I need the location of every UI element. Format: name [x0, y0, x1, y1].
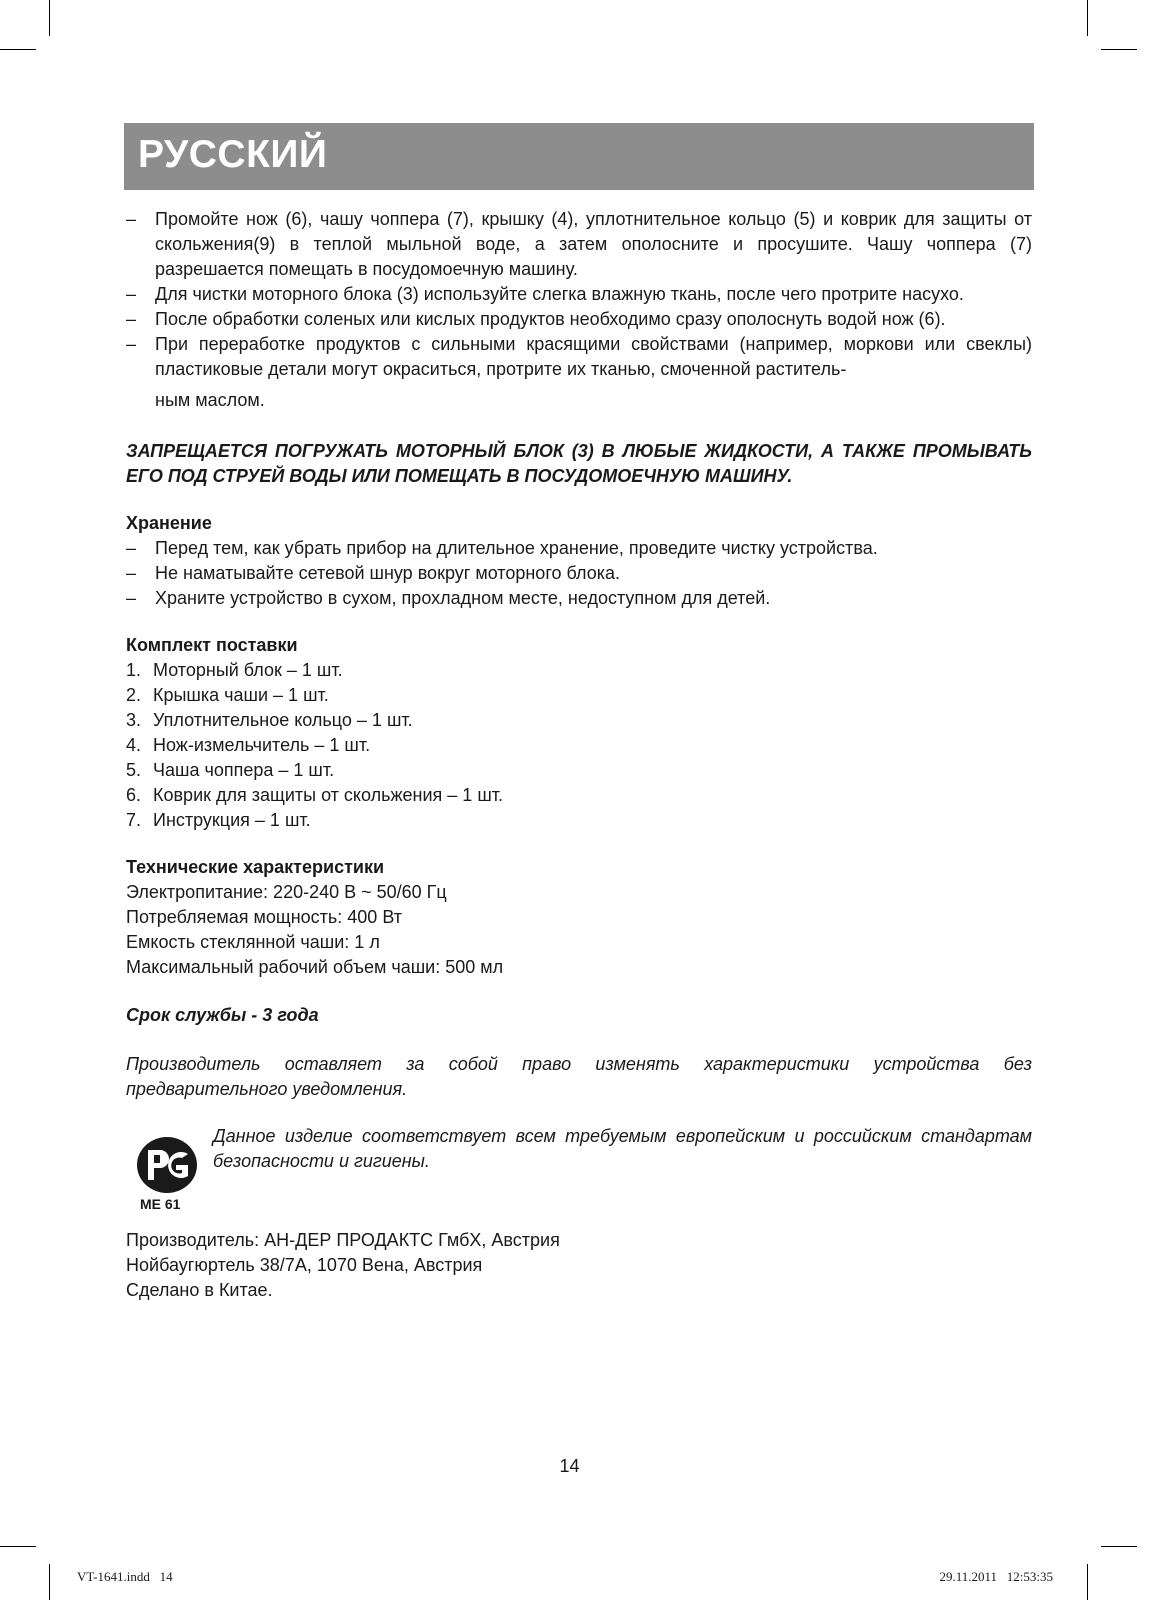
item-text: Нож-измельчитель – 1 шт.: [153, 735, 371, 755]
list-item: [126, 683, 1032, 708]
service-life: Срок службы - 3 года: [126, 1005, 319, 1025]
certification-block: [126, 1124, 1032, 1216]
crop-mark: [1087, 1564, 1088, 1600]
manufacturer-line: Производитель: АН-ДЕР ПРОДАКТС ГмбХ, Австрия: [126, 1230, 560, 1250]
list-item: – Не наматывайте сетевой шнур вокруг моторного блока.: [126, 561, 1032, 586]
item-text: Инструкция – 1 шт.: [153, 810, 311, 830]
list-item: [126, 733, 1032, 758]
list-item: [126, 658, 1032, 683]
specs-heading: Технические характеристики: [126, 857, 385, 877]
package-list: [126, 658, 1032, 833]
list-item: – Перед тем, как убрать прибор на длительное хранение, проведите чистку устройства.: [126, 536, 1032, 561]
item-number: 6.: [126, 785, 142, 805]
crop-mark: [1101, 1546, 1137, 1547]
list-item-text: При переработке продуктов с сильными красящими свойствами (например, моркови или свеклы) пластиковые детали могут окраситься, протрите их тканью, смоченной раститель-: [155, 334, 1032, 379]
cleaning-list: [126, 207, 1032, 413]
storage-list: [126, 536, 1032, 611]
list-item: – Для чистки моторного блока (3) используйте слегка влажную ткань, после чего протрите насухо.: [126, 282, 1032, 307]
manufacturer-line: Сделано в Китае.: [126, 1280, 273, 1300]
item-text: Чаша чоппера – 1 шт.: [153, 760, 335, 780]
crop-mark: [1101, 49, 1137, 50]
spec-line: Электропитание: 220-240 В ~ 50/60 Гц: [126, 882, 447, 902]
item-number: 3.: [126, 710, 142, 730]
item-number: 2.: [126, 685, 142, 705]
certification-text: Данное изделие соответствует всем требуемым европейским и российским стандартам безопасности и гигиены.: [213, 1126, 1032, 1171]
item-text: Моторный блок – 1 шт.: [153, 660, 343, 680]
main-content: [126, 207, 1032, 1303]
list-item: [126, 758, 1032, 783]
package-heading: Комплект поставки: [126, 635, 298, 655]
item-text: Крышка чаши – 1 шт.: [153, 685, 329, 705]
footer-timestamp: 29.11.2011 12:53:35: [939, 1569, 1053, 1584]
item-number: 1.: [126, 660, 142, 680]
footer-file-name: VT-1641.indd 14: [77, 1569, 173, 1584]
item-number: 7.: [126, 810, 142, 830]
crop-mark: [0, 49, 36, 50]
item-text: Коврик для защиты от скольжения – 1 шт.: [153, 785, 504, 805]
list-item-continuation: ным маслом.: [155, 390, 265, 410]
storage-heading: Хранение: [126, 513, 212, 533]
language-header-band: [124, 123, 1034, 190]
spec-line: Максимальный рабочий объем чаши: 500 мл: [126, 957, 504, 977]
list-item: – После обработки соленых или кислых продуктов необходимо сразу ополоснуть водой нож (6).: [126, 307, 1032, 332]
list-item: [126, 332, 1032, 413]
list-item: – Промойте нож (6), чашу чоппера (7), крышку (4), уплотнительное кольцо (5) и коврик для защиты от скольжения(9) в теплой мыльной воде, а затем ополосните и просушите. Чашу чоппера (7) разрешается помещать в посудомоечную машину.: [126, 207, 1032, 282]
disclaimer-text: Производитель оставляет за собой право изменять характеристики устройства без предварительного уведомления.: [126, 1054, 1032, 1099]
page-number: 14: [559, 1456, 580, 1476]
item-number: 5.: [126, 760, 142, 780]
certification-code: МЕ 61: [140, 1196, 181, 1212]
crop-mark: [49, 1564, 50, 1600]
spec-line: Емкость стеклянной чаши: 1 л: [126, 932, 380, 952]
item-text: Уплотнительное кольцо – 1 шт.: [153, 710, 413, 730]
manufacturer-line: Нойбаугюртель 38/7А, 1070 Вена, Австрия: [126, 1255, 483, 1275]
crop-mark: [49, 0, 50, 36]
manufacturer-block: [126, 1228, 1032, 1303]
page-title: РУССКИЙ: [138, 133, 328, 176]
rst-certification-mark-icon: [136, 1136, 198, 1194]
crop-mark: [1087, 0, 1088, 36]
spec-line: Потребляемая мощность: 400 Вт: [126, 907, 402, 927]
warning-text: ЗАПРЕЩАЕТСЯ ПОГРУЖАТЬ МОТОРНЫЙ БЛОК (3) В ЛЮБЫЕ ЖИДКОСТИ, А ТАКЖЕ ПРОМЫВАТЬ ЕГО ПОД СТРУЕЙ ВОДЫ ИЛИ ПОМЕЩАТЬ В ПОСУДОМОЕЧНУЮ МАШИНУ.: [126, 441, 1032, 486]
list-item: – Храните устройство в сухом, прохладном месте, недоступном для детей.: [126, 586, 1032, 611]
list-item: [126, 783, 1032, 808]
list-item: [126, 708, 1032, 733]
item-number: 4.: [126, 735, 142, 755]
crop-mark: [0, 1546, 36, 1547]
list-item: [126, 808, 1032, 833]
